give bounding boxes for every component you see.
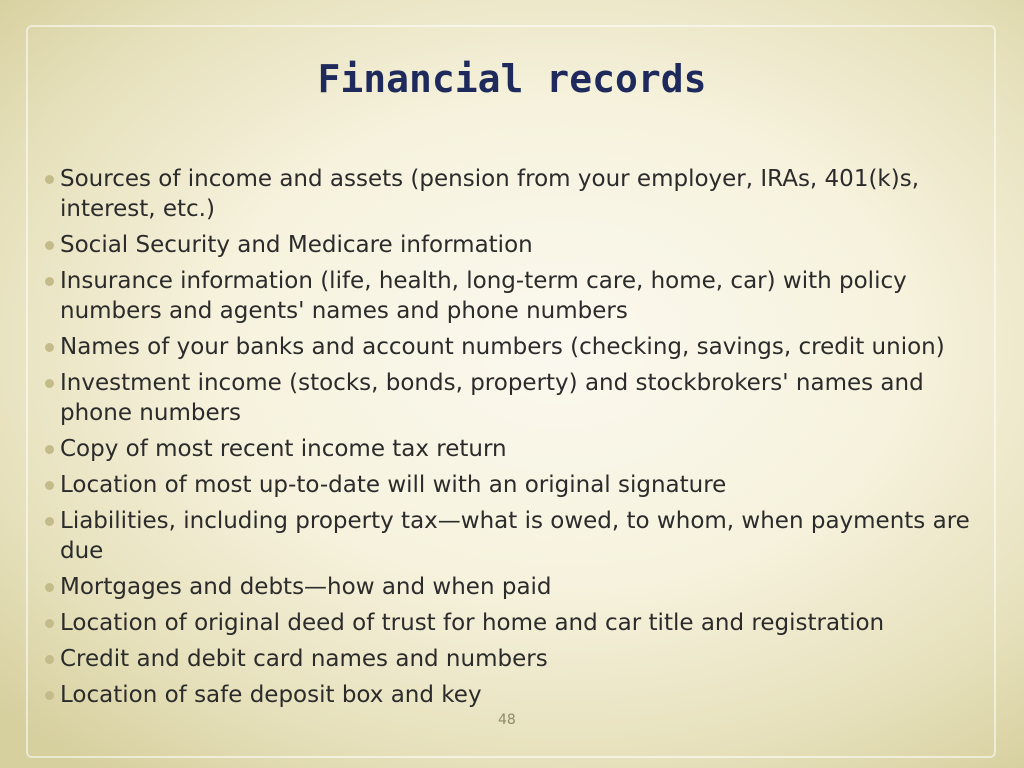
bullet-item xyxy=(60,332,980,362)
bullet-item xyxy=(60,572,980,602)
bullet-text: Sources of income and assets (pension from your employer, IRAs, 401(k)s, interest, etc.) xyxy=(60,166,920,222)
bullet-text: Copy of most recent income tax return xyxy=(60,436,507,462)
page-number: 48 xyxy=(498,712,516,728)
bullet-item xyxy=(60,434,980,464)
bullet-dot-icon xyxy=(45,175,54,184)
bullet-text: Investment income (stocks, bonds, property) and stockbrokers' names and phone numbers xyxy=(60,370,924,426)
bullet-text: Location of safe deposit box and key xyxy=(60,682,482,708)
bullet-dot-icon xyxy=(45,481,54,490)
bullet-dot-icon xyxy=(45,379,54,388)
bullet-item xyxy=(60,368,980,428)
bullet-dot-icon xyxy=(45,655,54,664)
bullet-item xyxy=(60,680,980,710)
bullet-dot-icon xyxy=(45,619,54,628)
bullet-dot-icon xyxy=(45,343,54,352)
bullet-text: Names of your banks and account numbers (checking, savings, credit union) xyxy=(60,334,945,360)
bullet-item xyxy=(60,266,980,326)
bullet-text: Mortgages and debts—how and when paid xyxy=(60,574,552,600)
slide-title: Financial records xyxy=(317,57,707,101)
bullet-dot-icon xyxy=(45,517,54,526)
bullet-item xyxy=(60,470,980,500)
bullet-dot-icon xyxy=(45,583,54,592)
bullet-text: Insurance information (life, health, long-term care, home, car) with policy numbers and agents' names and phone numbers xyxy=(60,268,907,324)
bullet-item xyxy=(60,230,980,260)
bullet-text: Liabilities, including property tax—what is owed, to whom, when payments are due xyxy=(60,508,970,564)
bullet-dot-icon xyxy=(45,241,54,250)
bullet-dot-icon xyxy=(45,277,54,286)
bullet-text: Location of original deed of trust for home and car title and registration xyxy=(60,610,885,636)
bullet-dot-icon xyxy=(45,691,54,700)
bullet-item xyxy=(60,644,980,674)
bullet-dot-icon xyxy=(45,445,54,454)
bullet-item xyxy=(60,608,980,638)
bullet-item xyxy=(60,164,980,224)
bullet-text: Location of most up-to-date will with an original signature xyxy=(60,472,727,498)
bullet-item xyxy=(60,506,980,566)
bullet-text: Credit and debit card names and numbers xyxy=(60,646,548,672)
bullet-list xyxy=(60,164,980,716)
bullet-text: Social Security and Medicare information xyxy=(60,232,533,258)
